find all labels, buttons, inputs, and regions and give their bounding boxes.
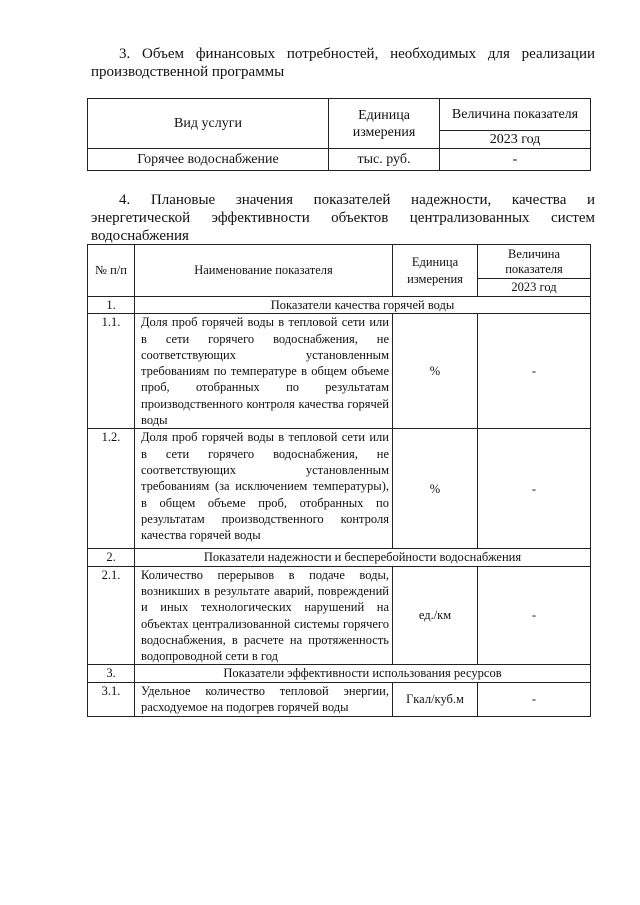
col-year-header: 2023 год	[440, 131, 591, 149]
indicator-value: -	[478, 429, 591, 549]
indicator-unit: %	[393, 429, 478, 549]
section3-heading: 3. Объем финансовых потребностей, необходимых для реализации производственной программы	[91, 46, 595, 80]
col-year-header: 2023 год	[478, 279, 591, 297]
section-title: Показатели надежности и бесперебойности водоснабжения	[135, 549, 591, 566]
indicator-unit: ед./км	[393, 566, 478, 665]
indicator-name: Доля проб горячей воды в тепловой сети или в сети горячего водоснабжения, не соответствующих установленным требованиям по температуре в общем объеме проб, отобранных по результатам производственного контроля качества горячей воды	[135, 314, 393, 429]
section-num: 1.	[88, 297, 135, 314]
indicator-name: Количество перерывов в подаче воды, возникших в результате аварий, повреждений и иных технологических нарушений на объектах централизованной системы горячего водоснабжения, в расчете на протяженность водопроводной сети в год	[135, 566, 393, 665]
indicators-table	[87, 244, 591, 717]
indicator-unit: Гкал/куб.м	[393, 682, 478, 716]
indicator-value: -	[478, 566, 591, 665]
table-row	[88, 314, 591, 429]
table-row	[88, 682, 591, 716]
indicator-name: Удельное количество тепловой энергии, расходуемое на подогрев горячей воды	[135, 682, 393, 716]
indicator-unit: %	[393, 314, 478, 429]
col-num-header: № п/п	[88, 245, 135, 297]
row-num: 3.1.	[88, 682, 135, 716]
indicator-name: Доля проб горячей воды в тепловой сети или в сети горячего водоснабжения, не соответствующих установленным требованиям (за исключением температуры), в общем объеме проб, отобранных по результатам производственного контроля качества горячей воды	[135, 429, 393, 549]
section-num: 3.	[88, 665, 135, 682]
row-num: 1.2.	[88, 429, 135, 549]
row-num: 1.1.	[88, 314, 135, 429]
section-title: Показатели эффективности использования ресурсов	[135, 665, 591, 682]
service-cell: Горячее водоснабжение	[88, 149, 329, 171]
section-row	[88, 549, 591, 566]
col-value-header: Величина показателя	[478, 245, 591, 279]
col-name-header: Наименование показателя	[135, 245, 393, 297]
table-row	[88, 149, 591, 171]
section-num: 2.	[88, 549, 135, 566]
section-title: Показатели качества горячей воды	[135, 297, 591, 314]
col-service-header: Вид услуги	[88, 99, 329, 149]
indicator-value: -	[478, 314, 591, 429]
section-row	[88, 665, 591, 682]
section4-heading: 4. Плановые значения показателей надежности, качества и энергетической эффективности объектов централизованных систем водоснабжения	[91, 192, 595, 244]
row-num: 2.1.	[88, 566, 135, 665]
section-row	[88, 297, 591, 314]
col-unit-header: Единица измерения	[393, 245, 478, 297]
col-unit-header: Единица измерения	[329, 99, 440, 149]
col-value-header: Величина показателя	[440, 99, 591, 131]
value-cell: -	[440, 149, 591, 171]
table-row	[88, 429, 591, 549]
table-row	[88, 566, 591, 665]
unit-cell: тыс. руб.	[329, 149, 440, 171]
indicator-value: -	[478, 682, 591, 716]
financial-needs-table	[87, 98, 591, 171]
